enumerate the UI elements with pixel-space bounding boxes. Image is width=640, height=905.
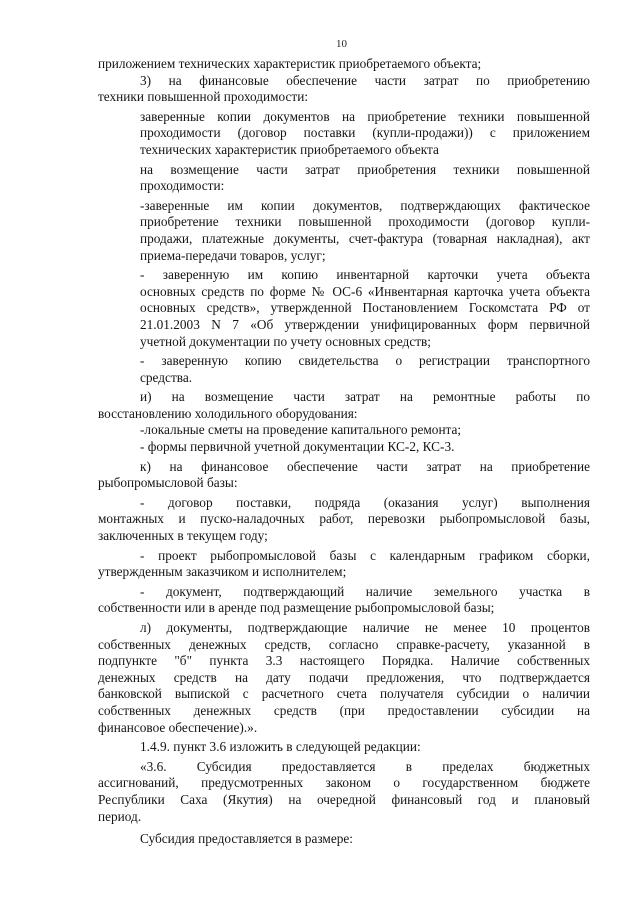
text-line: собственных денежных средств (при предоставлении субсидии на — [98, 702, 590, 718]
text-line: собственности или в аренде под размещение рыбопромысловой базы; — [98, 600, 495, 616]
text-line: финансовое обеспечение).». — [98, 719, 258, 735]
text-line: проходимости (договор поставки (купли-продажи)) с приложением — [140, 125, 590, 141]
text-line: денежных средств на дату подачи предложения, что подтверждается — [98, 669, 590, 685]
text-line: восстановлению холодильного оборудования: — [98, 405, 358, 421]
text-line: период. — [98, 808, 142, 824]
text-line: Республики Саха (Якутия) на очередной финансовый год и плановый — [98, 791, 590, 807]
text-line: приложением технических характеристик приобретаемого объекта; — [98, 56, 482, 71]
text-line: банковской выпиской с расчетного счета получателя субсидии о наличии — [98, 686, 590, 702]
text-line: монтажных и пуско-наладочных работ, перевозки рыбопромысловой базы, — [98, 511, 590, 527]
text-line: заключенных в текущем году; — [98, 528, 268, 544]
document-body — [98, 56, 590, 848]
text-line: приема-передачи товаров, услуг; — [140, 247, 326, 263]
text-line: - документ, подтверждающий наличие земельного участка в — [140, 583, 590, 599]
text-line: продажи, платежные документы, счет-фактура (товарная накладная), акт — [140, 230, 590, 246]
text-line: -локальные сметы на проведение капитального ремонта; — [140, 422, 462, 438]
text-line: -заверенные им копии документов, подтверждающих фактическое — [140, 197, 590, 213]
text-line: на возмещение части затрат приобретения техники повышенной — [140, 161, 590, 177]
text-line: - проект рыбопромысловой базы с календарным графиком сборки, — [140, 547, 590, 563]
text-line: средства. — [140, 369, 193, 385]
text-line: учетной документации по учету основных средств; — [140, 333, 431, 349]
text-line: «3.6. Субсидия предоставляется в пределах бюджетных — [140, 758, 590, 774]
text-line: технических характеристик приобретаемого объекта — [140, 141, 439, 157]
text-line: - заверенную копию свидетельства о регистрации транспортного — [140, 353, 590, 369]
text-line: основных средств», утвержденной Постановлением Госкомстата РФ от — [140, 300, 590, 316]
text-line: проходимости: — [140, 178, 225, 194]
text-line: - заверенную им копию инвентарной карточки учета объекта — [140, 267, 590, 283]
text-line: техники повышенной проходимости: — [98, 89, 309, 105]
text-line: 1.4.9. пункт 3.6 изложить в следующей редакции: — [140, 739, 421, 755]
text-line: л) документы, подтверждающие наличие не менее 10 процентов — [140, 620, 590, 635]
text-line: 3) на финансовые обеспечение части затрат по приобретению — [140, 72, 590, 88]
text-line: 21.01.2003 N 7 «Об утверждении унифицированных форм первичной — [140, 316, 590, 332]
text-line: основных средств по форме № ОС-6 «Инвентарная карточка учета объекта — [140, 283, 590, 299]
text-line: подпункте "б" пункта 3.3 настоящего Порядка. Наличие собственных — [98, 653, 590, 669]
text-line: - договор поставки, подряда (оказания услуг) выполнения — [140, 494, 590, 510]
text-line: приобретение техники повышенной проходимости (договор купли- — [140, 214, 590, 230]
text-line: рыбопромысловой базы: — [98, 475, 238, 491]
text-line: - формы первичной учетной документации КС-2, КС-3. — [140, 439, 455, 455]
text-line: и) на возмещение части затрат на ремонтные работы по — [140, 389, 590, 405]
text-line: Субсидия предоставляется в размере: — [140, 831, 353, 847]
page-number: 10 — [336, 38, 347, 50]
text-line: собственных денежных средств, согласно справке-расчету, указанной в — [98, 636, 590, 652]
text-line: заверенные копии документов на приобретение техники повышенной — [140, 108, 590, 124]
text-line: утвержденным заказчиком и исполнителем; — [98, 564, 347, 580]
text-line: к) на финансовое обеспечение части затрат на приобретение — [140, 458, 590, 474]
text-line: ассигнований, предусмотренных законом о государственном бюджете — [98, 775, 590, 791]
